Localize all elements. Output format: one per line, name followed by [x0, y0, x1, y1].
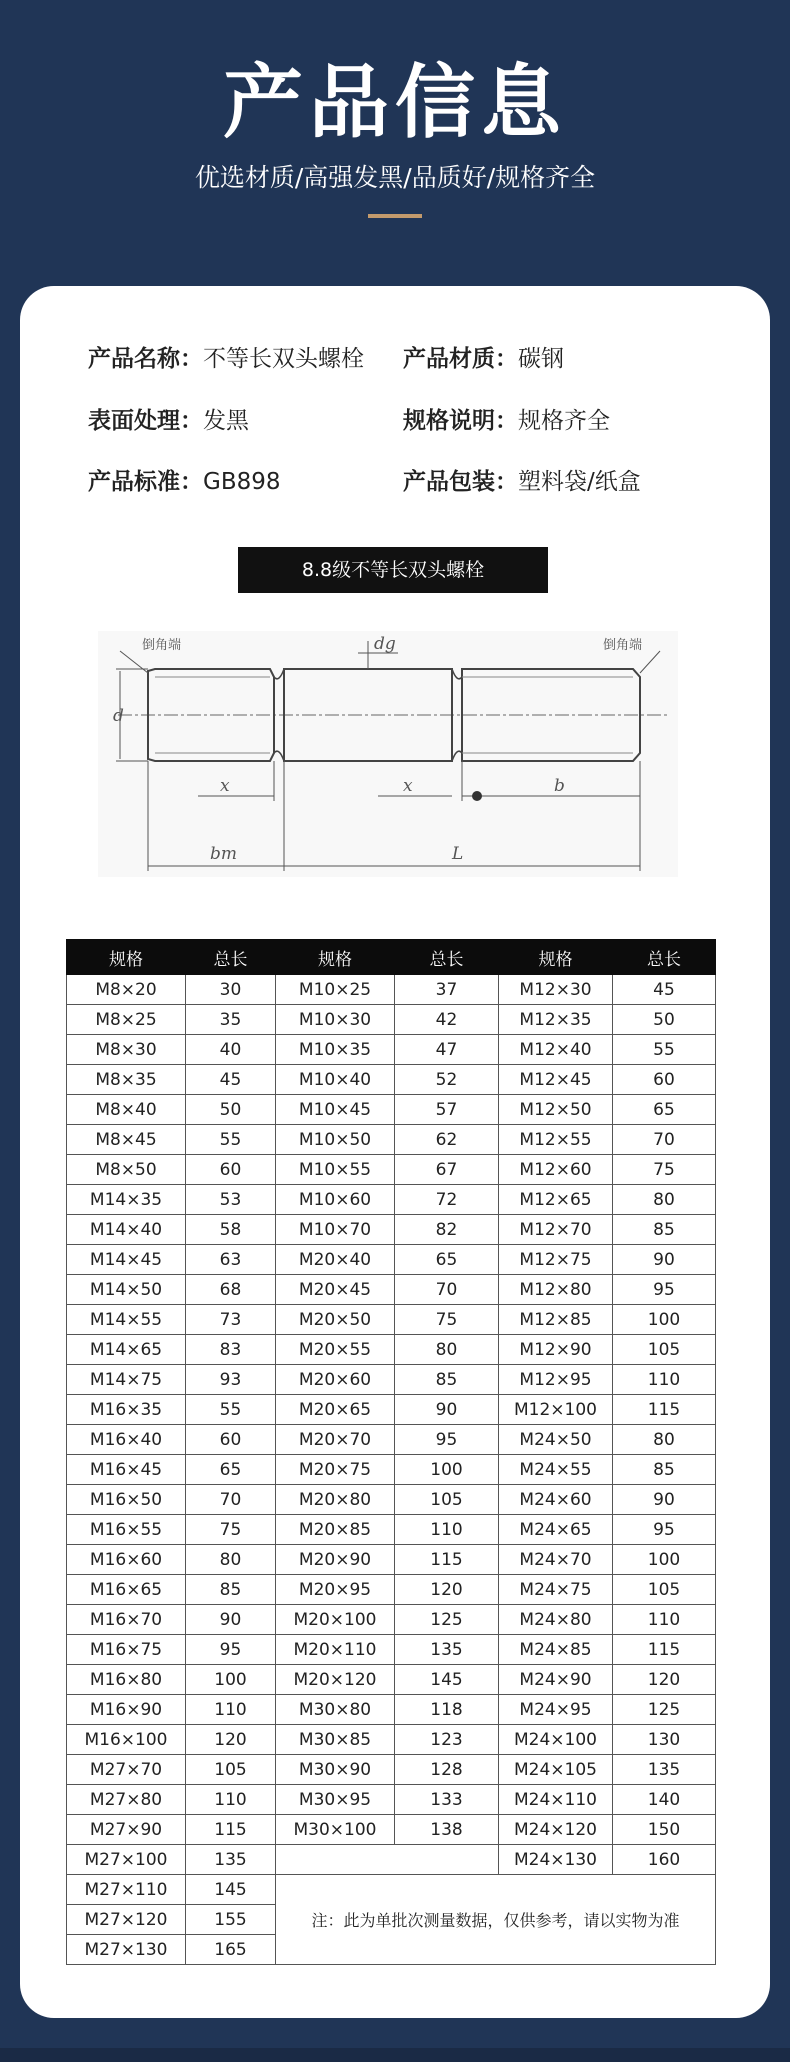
spec-cell: M16×35: [67, 1395, 186, 1425]
length-cell: 110: [613, 1365, 716, 1395]
spec-cell: M12×70: [499, 1215, 613, 1245]
length-cell: 93: [186, 1365, 276, 1395]
table-row: [67, 1575, 716, 1605]
left-neck-bottom: [274, 751, 284, 761]
length-cell: 72: [395, 1185, 499, 1215]
table-row: [67, 975, 716, 1005]
length-cell: 80: [613, 1425, 716, 1455]
L-label: L: [452, 844, 464, 864]
table-row: [67, 1095, 716, 1125]
spec-cell: M14×65: [67, 1335, 186, 1365]
length-cell: 110: [395, 1515, 499, 1545]
d-label: d: [113, 706, 124, 726]
right-chamfer-label: 倒角端: [603, 638, 643, 653]
table-row: [67, 1845, 716, 1875]
length-cell: 47: [395, 1035, 499, 1065]
spec-cell: M8×40: [67, 1095, 186, 1125]
length-cell: 30: [186, 975, 276, 1005]
info-label: 规格说明：: [403, 408, 518, 434]
length-cell: 133: [395, 1785, 499, 1815]
length-cell: 57: [395, 1095, 499, 1125]
table-row: [67, 1215, 716, 1245]
length-cell: 58: [186, 1215, 276, 1245]
table-row: [67, 1605, 716, 1635]
length-cell: 105: [395, 1485, 499, 1515]
length-cell: 60: [613, 1065, 716, 1095]
length-cell: 80: [186, 1545, 276, 1575]
spec-cell: M16×100: [67, 1725, 186, 1755]
length-cell: 105: [186, 1755, 276, 1785]
spec-cell: M27×80: [67, 1785, 186, 1815]
spec-cell: M8×35: [67, 1065, 186, 1095]
length-cell: 75: [395, 1305, 499, 1335]
length-cell: 82: [395, 1215, 499, 1245]
product-grade-banner: 8.8级不等长双头螺栓: [238, 547, 548, 593]
info-label: 产品标准：: [88, 469, 203, 495]
length-cell: 115: [613, 1635, 716, 1665]
length-cell: 120: [186, 1725, 276, 1755]
length-cell: 128: [395, 1755, 499, 1785]
spec-cell: M16×70: [67, 1605, 186, 1635]
spec-table-body: [67, 975, 716, 1965]
spec-cell: M24×100: [499, 1725, 613, 1755]
spec-cell: M24×105: [499, 1755, 613, 1785]
table-row: [67, 1125, 716, 1155]
length-cell: 70: [186, 1485, 276, 1515]
spec-cell: M16×65: [67, 1575, 186, 1605]
length-cell: 150: [613, 1815, 716, 1845]
header-banner: [0, 0, 790, 266]
length-cell: 85: [186, 1575, 276, 1605]
length-cell: 110: [186, 1695, 276, 1725]
spec-cell: M12×100: [499, 1395, 613, 1425]
length-cell: 115: [395, 1545, 499, 1575]
spec-cell: M10×50: [276, 1125, 395, 1155]
spec-cell: M10×25: [276, 975, 395, 1005]
length-cell: 68: [186, 1275, 276, 1305]
spec-cell: M12×30: [499, 975, 613, 1005]
table-row: [67, 1185, 716, 1215]
table-row: [67, 1875, 716, 1905]
spec-cell: M27×70: [67, 1755, 186, 1785]
spec-cell: M20×60: [276, 1365, 395, 1395]
table-row: [67, 1305, 716, 1335]
length-cell: 75: [186, 1515, 276, 1545]
bottom-strip: [0, 2048, 790, 2062]
spec-cell: M16×60: [67, 1545, 186, 1575]
length-cell: 65: [613, 1095, 716, 1125]
length-cell: 35: [186, 1005, 276, 1035]
info-value: GB898: [203, 469, 281, 495]
spec-cell: M16×40: [67, 1425, 186, 1455]
table-row: [67, 1485, 716, 1515]
empty-cell: [276, 1845, 499, 1875]
length-cell: 60: [186, 1425, 276, 1455]
spec-cell: M30×85: [276, 1725, 395, 1755]
info-value: 不等长双头螺栓: [203, 346, 364, 372]
page-title: 产品信息: [223, 56, 567, 149]
spec-cell: M12×65: [499, 1185, 613, 1215]
spec-cell: M10×60: [276, 1185, 395, 1215]
info-value: 发黑: [203, 408, 249, 434]
title-underline: [368, 214, 422, 218]
length-cell: 120: [613, 1665, 716, 1695]
x2-label: x: [403, 776, 413, 796]
length-cell: 95: [613, 1275, 716, 1305]
spec-cell: M27×110: [67, 1875, 186, 1905]
spec-cell: M27×120: [67, 1905, 186, 1935]
length-cell: 100: [613, 1305, 716, 1335]
length-cell: 155: [186, 1905, 276, 1935]
length-cell: 118: [395, 1695, 499, 1725]
measurement-note: 注：此为单批次测量数据，仅供参考，请以实物为准: [276, 1875, 716, 1965]
spec-cell: M24×80: [499, 1605, 613, 1635]
b-dim-dot: [472, 791, 482, 801]
spec-cell: M14×35: [67, 1185, 186, 1215]
table-row: [67, 1755, 716, 1785]
table-row: [67, 1275, 716, 1305]
spec-cell: M30×90: [276, 1755, 395, 1785]
length-cell: 100: [186, 1665, 276, 1695]
table-row: [67, 1065, 716, 1095]
length-cell: 52: [395, 1065, 499, 1095]
spec-cell: M24×130: [499, 1845, 613, 1875]
spec-cell: M10×40: [276, 1065, 395, 1095]
length-cell: 135: [613, 1755, 716, 1785]
length-cell: 90: [186, 1605, 276, 1635]
spec-cell: M16×45: [67, 1455, 186, 1485]
table-row: [67, 1035, 716, 1065]
table-row: [67, 1545, 716, 1575]
spec-cell: M10×55: [276, 1155, 395, 1185]
table-row: [67, 1635, 716, 1665]
spec-cell: M16×55: [67, 1515, 186, 1545]
spec-cell: M24×120: [499, 1815, 613, 1845]
spec-cell: M24×95: [499, 1695, 613, 1725]
length-cell: 40: [186, 1035, 276, 1065]
length-cell: 145: [186, 1875, 276, 1905]
spec-cell: M12×55: [499, 1125, 613, 1155]
spec-cell: M8×50: [67, 1155, 186, 1185]
length-cell: 45: [186, 1065, 276, 1095]
length-cell: 85: [613, 1215, 716, 1245]
spec-cell: M10×45: [276, 1095, 395, 1125]
spec-cell: M14×40: [67, 1215, 186, 1245]
spec-cell: M20×80: [276, 1485, 395, 1515]
spec-cell: M20×70: [276, 1425, 395, 1455]
spec-cell: M24×60: [499, 1485, 613, 1515]
spec-cell: M14×50: [67, 1275, 186, 1305]
length-cell: 105: [613, 1335, 716, 1365]
spec-cell: M12×80: [499, 1275, 613, 1305]
length-cell: 85: [395, 1365, 499, 1395]
table-row: [67, 1515, 716, 1545]
length-cell: 135: [395, 1635, 499, 1665]
length-cell: 95: [613, 1515, 716, 1545]
spec-cell: M30×100: [276, 1815, 395, 1845]
length-cell: 50: [186, 1095, 276, 1125]
spec-cell: M20×40: [276, 1245, 395, 1275]
length-cell: 115: [186, 1815, 276, 1845]
spec-cell: M20×90: [276, 1545, 395, 1575]
header-spec: 规格: [499, 940, 613, 975]
right-neck-top: [452, 669, 462, 679]
spec-cell: M24×75: [499, 1575, 613, 1605]
length-cell: 55: [186, 1125, 276, 1155]
spec-cell: M20×110: [276, 1635, 395, 1665]
spec-cell: M8×20: [67, 975, 186, 1005]
length-cell: 120: [395, 1575, 499, 1605]
length-cell: 145: [395, 1665, 499, 1695]
length-cell: 123: [395, 1725, 499, 1755]
length-cell: 65: [395, 1245, 499, 1275]
length-cell: 140: [613, 1785, 716, 1815]
spec-cell: M20×45: [276, 1275, 395, 1305]
spec-table: [66, 939, 716, 1965]
info-package: [403, 465, 641, 499]
length-cell: 115: [613, 1395, 716, 1425]
table-row: [67, 1395, 716, 1425]
spec-cell: M12×45: [499, 1065, 613, 1095]
table-row: [67, 1335, 716, 1365]
length-cell: 90: [613, 1485, 716, 1515]
spec-cell: M8×45: [67, 1125, 186, 1155]
info-label: 表面处理：: [88, 408, 203, 434]
spec-cell: M20×50: [276, 1305, 395, 1335]
spec-cell: M20×85: [276, 1515, 395, 1545]
length-cell: 105: [613, 1575, 716, 1605]
spec-cell: M12×75: [499, 1245, 613, 1275]
spec-cell: M12×95: [499, 1365, 613, 1395]
table-row: [67, 1005, 716, 1035]
length-cell: 70: [395, 1275, 499, 1305]
length-cell: 60: [186, 1155, 276, 1185]
length-cell: 110: [186, 1785, 276, 1815]
length-cell: 55: [613, 1035, 716, 1065]
spec-cell: M14×55: [67, 1305, 186, 1335]
bolt-drawing: [98, 631, 678, 877]
spec-cell: M12×90: [499, 1335, 613, 1365]
spec-cell: M20×95: [276, 1575, 395, 1605]
table-row: [67, 1815, 716, 1845]
length-cell: 165: [186, 1935, 276, 1965]
spec-cell: M24×55: [499, 1455, 613, 1485]
info-label: 产品材质：: [403, 346, 518, 372]
stud-bolt-diagram: [98, 631, 678, 877]
spec-cell: M14×75: [67, 1365, 186, 1395]
length-cell: 50: [613, 1005, 716, 1035]
length-cell: 95: [186, 1635, 276, 1665]
spec-cell: M16×75: [67, 1635, 186, 1665]
length-cell: 90: [613, 1245, 716, 1275]
length-cell: 73: [186, 1305, 276, 1335]
spec-cell: M24×110: [499, 1785, 613, 1815]
info-standard: [88, 465, 281, 499]
b-label: b: [554, 776, 565, 796]
length-cell: 85: [613, 1455, 716, 1485]
spec-cell: M24×65: [499, 1515, 613, 1545]
spec-cell: M8×25: [67, 1005, 186, 1035]
length-cell: 125: [395, 1605, 499, 1635]
length-cell: 37: [395, 975, 499, 1005]
length-cell: 100: [613, 1545, 716, 1575]
header-length: 总长: [395, 940, 499, 975]
info-label: 产品名称：: [88, 346, 203, 372]
table-row: [67, 1245, 716, 1275]
spec-cell: M12×50: [499, 1095, 613, 1125]
spec-cell: M20×75: [276, 1455, 395, 1485]
spec-cell: M10×70: [276, 1215, 395, 1245]
spec-cell: M27×100: [67, 1845, 186, 1875]
info-product-name: [88, 342, 364, 376]
dg-label: dg: [374, 634, 396, 654]
left-chamfer-leader: [120, 651, 148, 673]
table-row: [67, 1155, 716, 1185]
table-header-row: [67, 940, 716, 975]
spec-cell: M20×65: [276, 1395, 395, 1425]
length-cell: 65: [186, 1455, 276, 1485]
table-row: [67, 1425, 716, 1455]
length-cell: 55: [186, 1395, 276, 1425]
header-spec: 规格: [276, 940, 395, 975]
header-length: 总长: [613, 940, 716, 975]
spec-cell: M20×55: [276, 1335, 395, 1365]
length-cell: 160: [613, 1845, 716, 1875]
length-cell: 75: [613, 1155, 716, 1185]
length-cell: 83: [186, 1335, 276, 1365]
x1-label: x: [220, 776, 230, 796]
header-spec: 规格: [67, 940, 186, 975]
table-row: [67, 1455, 716, 1485]
spec-cell: M16×90: [67, 1695, 186, 1725]
table-row: [67, 1365, 716, 1395]
spec-cell: M24×85: [499, 1635, 613, 1665]
spec-cell: M24×90: [499, 1665, 613, 1695]
spec-cell: M12×35: [499, 1005, 613, 1035]
length-cell: 130: [613, 1725, 716, 1755]
spec-cell: M14×45: [67, 1245, 186, 1275]
spec-cell: M16×80: [67, 1665, 186, 1695]
spec-cell: M12×40: [499, 1035, 613, 1065]
spec-cell: M24×70: [499, 1545, 613, 1575]
header-length: 总长: [186, 940, 276, 975]
info-label: 产品包装：: [403, 469, 518, 495]
spec-cell: M10×30: [276, 1005, 395, 1035]
bm-label: bm: [210, 844, 238, 864]
spec-cell: M20×120: [276, 1665, 395, 1695]
length-cell: 95: [395, 1425, 499, 1455]
length-cell: 45: [613, 975, 716, 1005]
info-value: 碳钢: [518, 346, 564, 372]
left-chamfer-label: 倒角端: [142, 638, 182, 653]
spec-cell: M24×50: [499, 1425, 613, 1455]
length-cell: 100: [395, 1455, 499, 1485]
info-surface: [88, 404, 249, 438]
table-row: [67, 1695, 716, 1725]
right-neck-bottom: [452, 751, 462, 761]
spec-cell: M20×100: [276, 1605, 395, 1635]
length-cell: 110: [613, 1605, 716, 1635]
spec-cell: M8×30: [67, 1035, 186, 1065]
right-chamfer-leader: [640, 651, 660, 673]
length-cell: 63: [186, 1245, 276, 1275]
length-cell: 138: [395, 1815, 499, 1845]
spec-cell: M30×95: [276, 1785, 395, 1815]
info-spec: [403, 404, 610, 438]
left-neck-top: [274, 669, 284, 679]
length-cell: 42: [395, 1005, 499, 1035]
info-value: 规格齐全: [518, 408, 610, 434]
spec-cell: M27×130: [67, 1935, 186, 1965]
table-row: [67, 1665, 716, 1695]
length-cell: 53: [186, 1185, 276, 1215]
spec-cell: M12×60: [499, 1155, 613, 1185]
length-cell: 67: [395, 1155, 499, 1185]
length-cell: 125: [613, 1695, 716, 1725]
length-cell: 70: [613, 1125, 716, 1155]
length-cell: 80: [613, 1185, 716, 1215]
info-material: [403, 342, 564, 376]
length-cell: 135: [186, 1845, 276, 1875]
table-row: [67, 1725, 716, 1755]
spec-cell: M27×90: [67, 1815, 186, 1845]
spec-cell: M30×80: [276, 1695, 395, 1725]
info-value: 塑料袋/纸盒: [518, 469, 641, 495]
spec-cell: M16×50: [67, 1485, 186, 1515]
length-cell: 62: [395, 1125, 499, 1155]
spec-cell: M12×85: [499, 1305, 613, 1335]
length-cell: 80: [395, 1335, 499, 1365]
length-cell: 90: [395, 1395, 499, 1425]
table-row: [67, 1785, 716, 1815]
spec-cell: M10×35: [276, 1035, 395, 1065]
page-subtitle: 优选材质/高强发黑/品质好/规格齐全: [194, 163, 596, 192]
